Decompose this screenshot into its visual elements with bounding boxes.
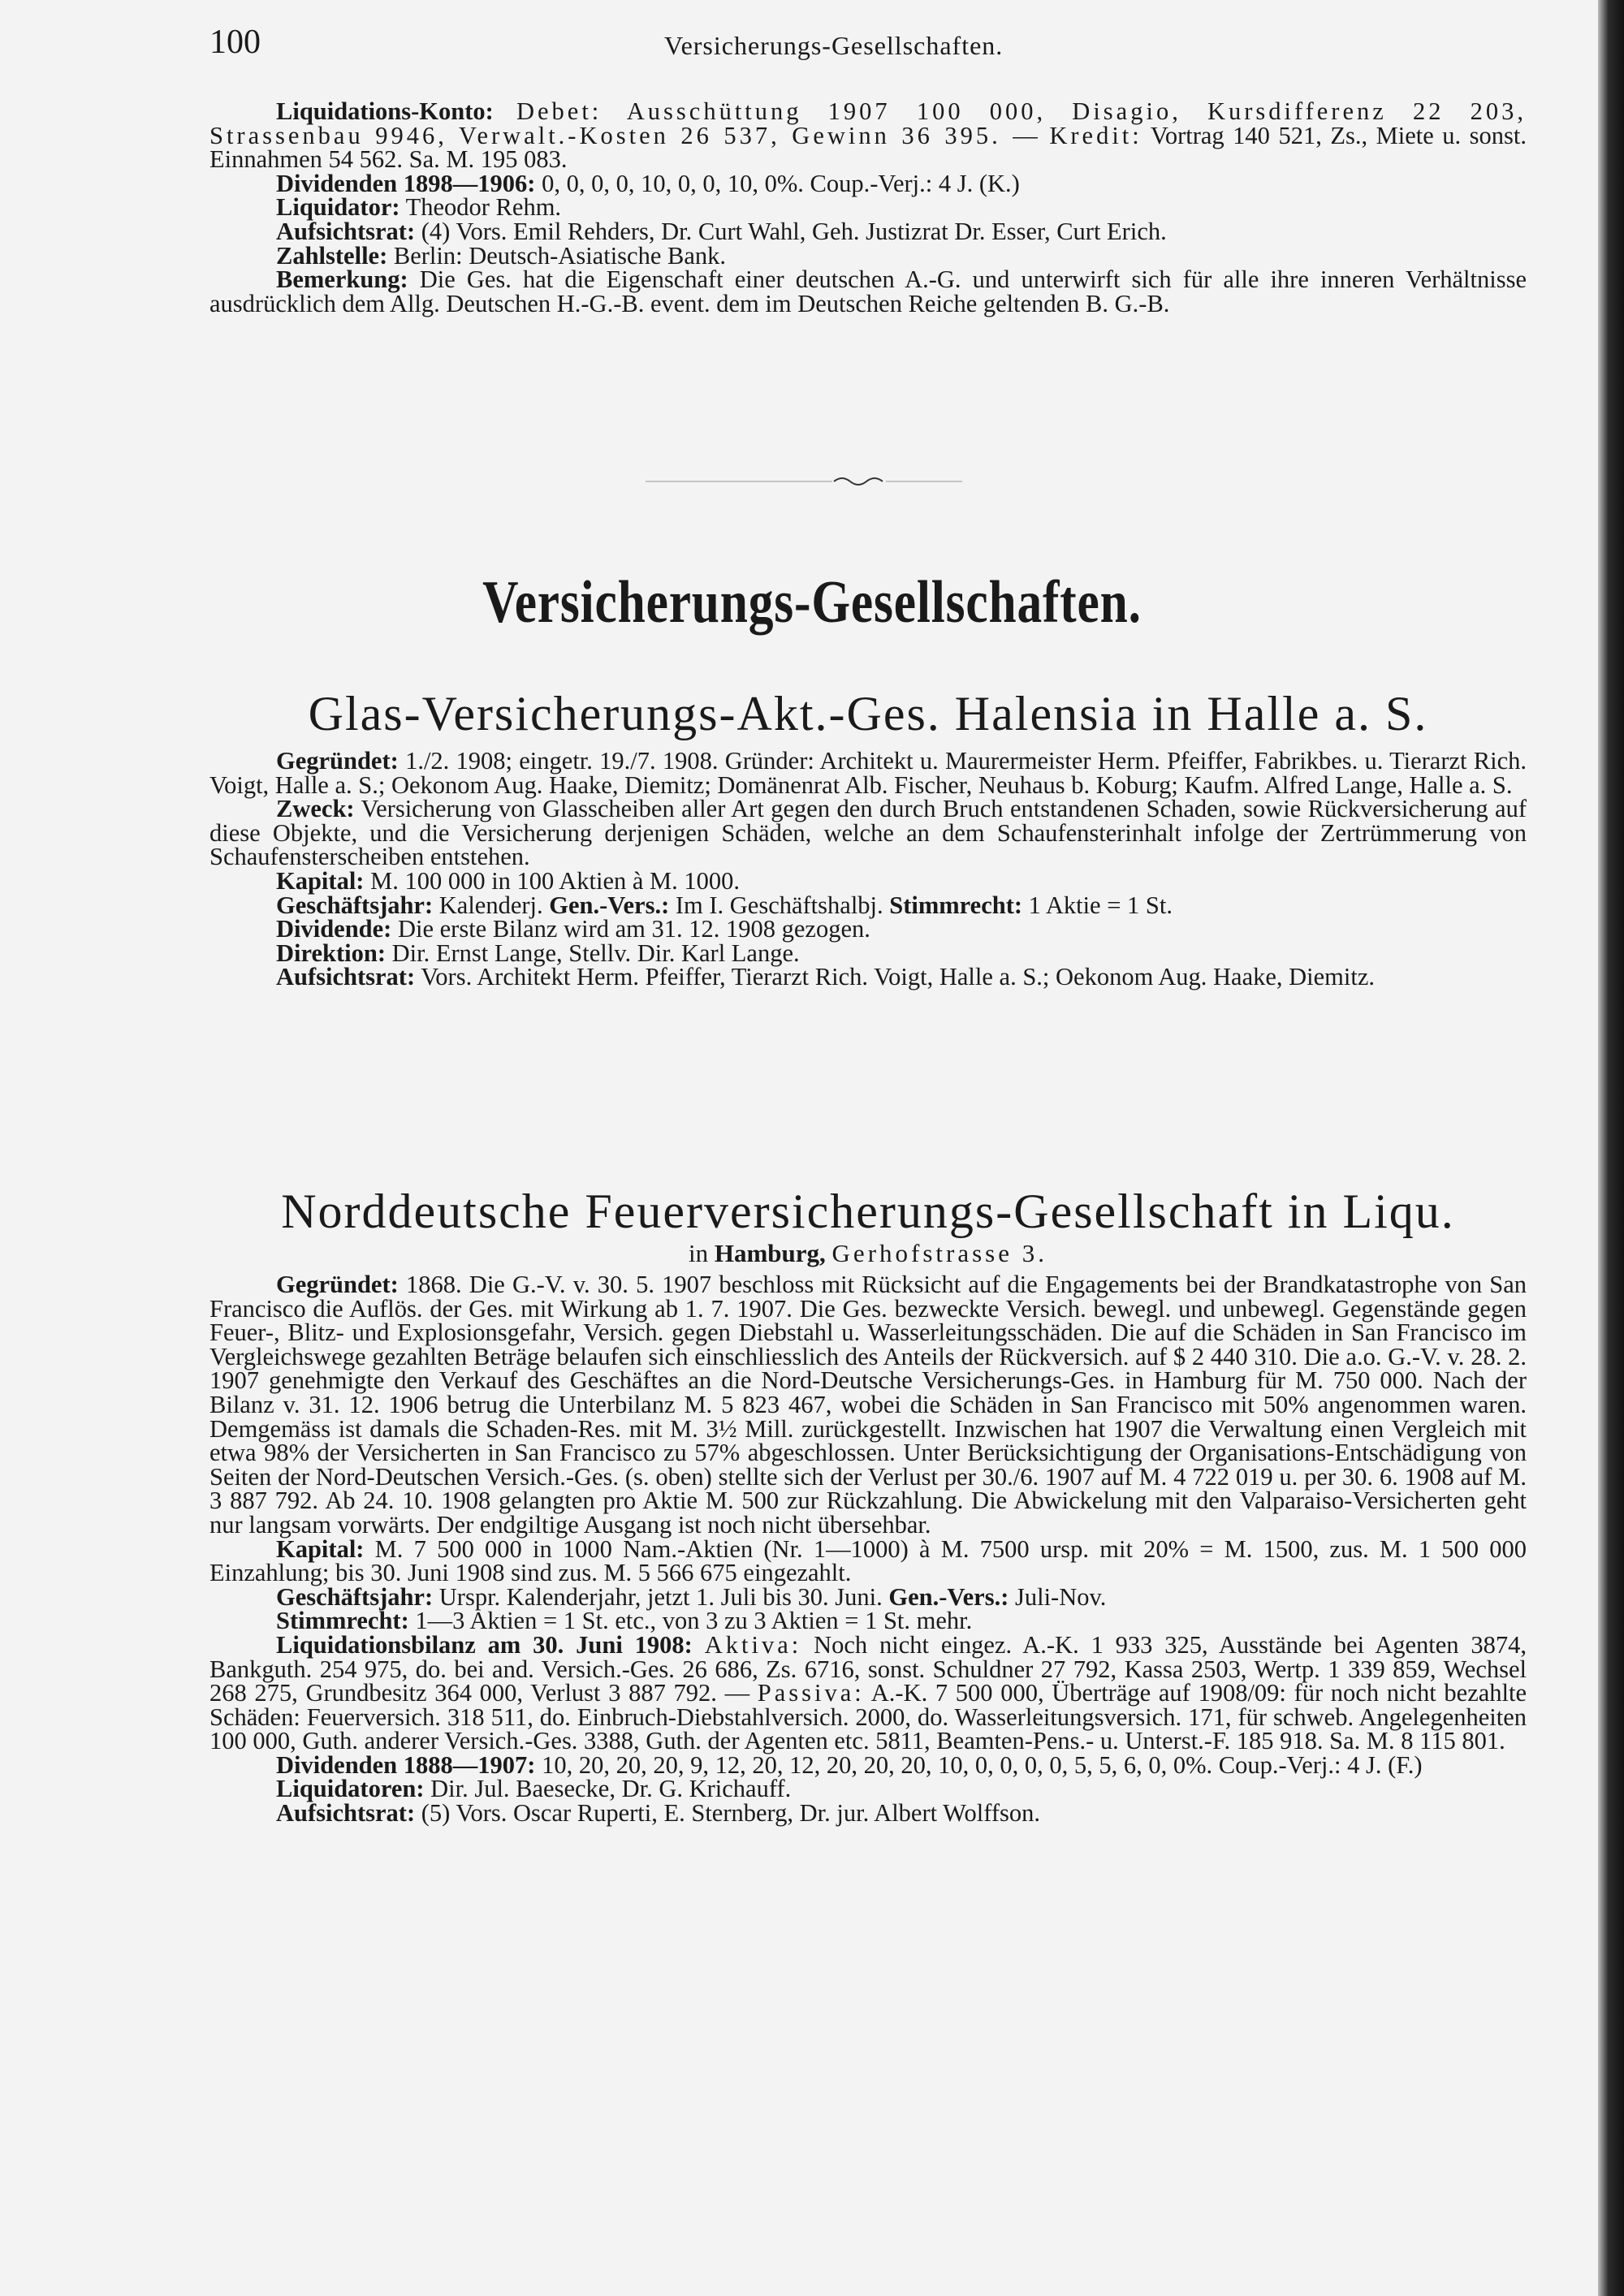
- halensia-direktion: Direktion: Dir. Ernst Lange, Stellv. Dir. Karl Lange.: [276, 939, 800, 967]
- aufsichtsrat-line: Aufsichtsrat: (4) Vors. Emil Rehders, Dr. Curt Wahl, Geh. Justizrat Dr. Esser, Curt Erich.: [276, 217, 1167, 245]
- norddeutsche-kapital: Kapital: M. 7 500 000 in 1000 Nam.-Aktien (Nr. 1—1000) à M. 7500 ursp. mit 20% = M. 1500, zus. M. 1 500 000 Einzahlung; bis 30. Juni 1908 sind zus. M. 5 566 675 eingezahlt.: [209, 1534, 1527, 1587]
- halensia-geschaeftsjahr: Geschäftsjahr: Kalenderj. Gen.-Vers.: Im I. Geschäftshalbj. Stimmrecht: 1 Aktie = 1 St.: [276, 891, 1173, 919]
- zahlstelle-line: Zahlstelle: Berlin: Deutsch-Asiatische Bank.: [276, 241, 726, 270]
- norddeutsche-aufsichtsrat: Aufsichtsrat: (5) Vors. Oscar Ruperti, E. Sternberg, Dr. jur. Albert Wolffson.: [276, 1799, 1040, 1828]
- halensia-zweck: Zweck: Versicherung von Glasscheiben aller Art gegen den durch Bruch entstandenen Schaden, sowie Rückversicherung auf diese Objekte, und die Versicherung derjenigen Schäden, welche an dem Schaufensterinhalt infolge der Zertrümmerung von Schaufensterscheiben entstehen.: [209, 795, 1527, 871]
- norddeutsche-title: Norddeutsche Feuerversicherungs-Gesellschaft in Liqu.: [281, 1185, 1455, 1238]
- bemerkung-line: Bemerkung: Die Ges. hat die Eigenschaft einer deutschen A.-G. und unterwirft sich für alle ihre inneren Verhältnisse ausdrücklich dem Allg. Deutschen H.-G.-B. event. dem im Deutschen Reiche geltenden B. G.-B.: [209, 265, 1527, 317]
- norddeutsche-dividenden: Dividenden 1888—1907: 10, 20, 20, 20, 9, 12, 20, 12, 20, 20, 20, 10, 0, 0, 0, 0, 5, 5, 6, 0, 0%. Coup.-Verj.: 4 J. (F.): [276, 1750, 1423, 1779]
- dividenden-line: Dividenden 1898—1906: 0, 0, 0, 0, 10, 0, 0, 10, 0%. Coup.-Verj.: 4 J. (K.): [276, 169, 1020, 197]
- page-edge-shadow: [1598, 0, 1624, 2296]
- norddeutsche-gegruendet: Gegründet: 1868. Die G.-V. v. 30. 5. 1907 beschloss mit Rücksicht auf die Engagements bei der Brandkatastrophe von San Francisco die Auflös. der Ges. mit Wirkung ab 1. 7. 1907. Die Ges. bezweckte Versich. bewegl. und unbewegl. Gegenstände gegen Feuer-, Blitz- und Explosionsgefahr, Versich. gegen Diebstahl u. Wasserleitungsschäden. Die auf die Schäden in San Francisco im Vergleichswege gezahlten Beträge belaufen sich einschliesslich des Anteils der Rückversich. auf $ 2 440 310. Die a.o. G.-V. v. 28. 2. 1907 genehmigte den Verkauf des Geschäftes an die Nord-Deutsche Versicherungs-Ges. in Hamburg für M. 750 000. Nach der Bilanz v. 31. 12. 1906 betrug die Unterbilanz M. 5 823 467, wobei die Schäden in San Francisco mit 50% angenommen waren. Demgemäss ist damals die Schaden-Res. mit M. 3½ Mill. zurückgestellt. Inzwischen hat 1907 die Verwaltung einen Vergleich mit etwa 98% der Versicherten in San Francisco zu 57% abgeschlossen. Unter Berücksichtigung der Organisations-Entschädigung von Seiten der Nord-Deutschen Versich.-Ges. (s. oben) stellte sich der Verlust per 30./6. 1907 auf M. 4 722 019 u. per 30. 6. 1908 auf M. 3 887 792. Ab 24. 10. 1908 gelangten pro Aktie M. 500 zur Rückzahlung. Die Abwickelung mit den Valparaiso-Versicherten geht nur langsam vorwärts. Der endgiltige Ausgang ist noch nicht übersehbar.: [209, 1271, 1527, 1539]
- halensia-kapital: Kapital: M. 100 000 in 100 Aktien à M. 1000.: [276, 866, 741, 895]
- norddeutsche-stimmrecht: Stimmrecht: 1—3 Aktien = 1 St. etc., von 3 zu 3 Aktien = 1 St. mehr.: [276, 1607, 973, 1635]
- divider-flourish: [834, 478, 883, 485]
- halensia-dividende: Dividende: Die erste Bilanz wird am 31. 12. 1908 gezogen.: [276, 915, 870, 943]
- ornament-divider: [646, 473, 962, 490]
- liquidator-line: Liquidator: Theodor Rehm.: [276, 193, 562, 222]
- halensia-aufsichtsrat: Aufsichtsrat: Vors. Architekt Herm. Pfeiffer, Tierarzt Rich. Voigt, Halle a. S.; Oekonom Aug. Haake, Diemitz.: [276, 963, 1376, 991]
- norddeutsche-liquidatoren: Liquidatoren: Dir. Jul. Baesecke, Dr. G. Krichauff.: [276, 1775, 792, 1803]
- running-title: Versicherungs-Gesellschaften.: [664, 31, 1004, 60]
- top-entry: [209, 97, 1527, 317]
- halensia-gegruendet: Gegründet: 1./2. 1908; eingetr. 19./7. 1908. Gründer: Architekt u. Maurermeister Herm. Pfeiffer, Fabrikbes. u. Tierarzt Rich. Voigt, Halle a. S.; Oekonom Aug. Haake, Diemitz; Domänenrat Alb. Fischer, Neuhaus b. Koburg; Kaufm. Alfred Lange, Halle a. S.: [209, 747, 1527, 799]
- page-number: 100: [209, 24, 261, 61]
- section-title: Versicherungs-Gesellschaften.: [482, 569, 1142, 636]
- norddeutsche-liquidationsbilanz: Liquidationsbilanz am 30. Juni 1908: Aktiva: Noch nicht eingez. A.-K. 1 933 325, Ausstände bei Agenten 3874, Bankguth. 254 975, do. bei and. Versich.-Ges. 26 686, Zs. 6716, sonst. Schuldner 27 792, Kassa 2503, Wertp. 1 339 859, Wechsel 268 275, Grundbesitz 364 000, Verlust 3 887 792. — Passiva: A.-K. 7 500 000, Überträge auf 1908/09: für noch nicht bezahlte Schäden: Feuerversich. 318 511, do. Einbruch-Diebstahlversich. 2000, do. Wasserleitungsversich. 171, für schweb. Angelegenheiten 100 000, Guth. anderer Versich.-Ges. 3388, Guth. der Agenten etc. 5811, Beamten-Pens.- u. Unterst.-F. 185 918. Sa. M. 8 115 801.: [209, 1630, 1527, 1755]
- norddeutsche-entry: [209, 1273, 1527, 1826]
- norddeutsche-subtitle: in Hamburg, Gerhofstrasse 3.: [688, 1239, 1047, 1267]
- liquidations-konto: Liquidations-Konto: Debet: Ausschüttung 1907 100 000, Disagio, Kursdifferenz 22 203, Strassenbau 9946, Verwalt.-Kosten 26 537, Gewinn 36 395. — Kredit: Vortrag 140 521, Zs., Miete u. sonst. Einnahmen 54 562. Sa. M. 195 083.: [209, 97, 1527, 174]
- page-header: [209, 23, 1525, 63]
- halensia-entry: [209, 749, 1527, 990]
- norddeutsche-geschaeftsjahr: Geschäftsjahr: Urspr. Kalenderjahr, jetzt 1. Juli bis 30. Juni. Gen.-Vers.: Juli-Nov.: [276, 1582, 1107, 1611]
- halensia-title: Glas-Versicherungs-Akt.-Ges. Halensia in Halle a. S.: [308, 687, 1428, 740]
